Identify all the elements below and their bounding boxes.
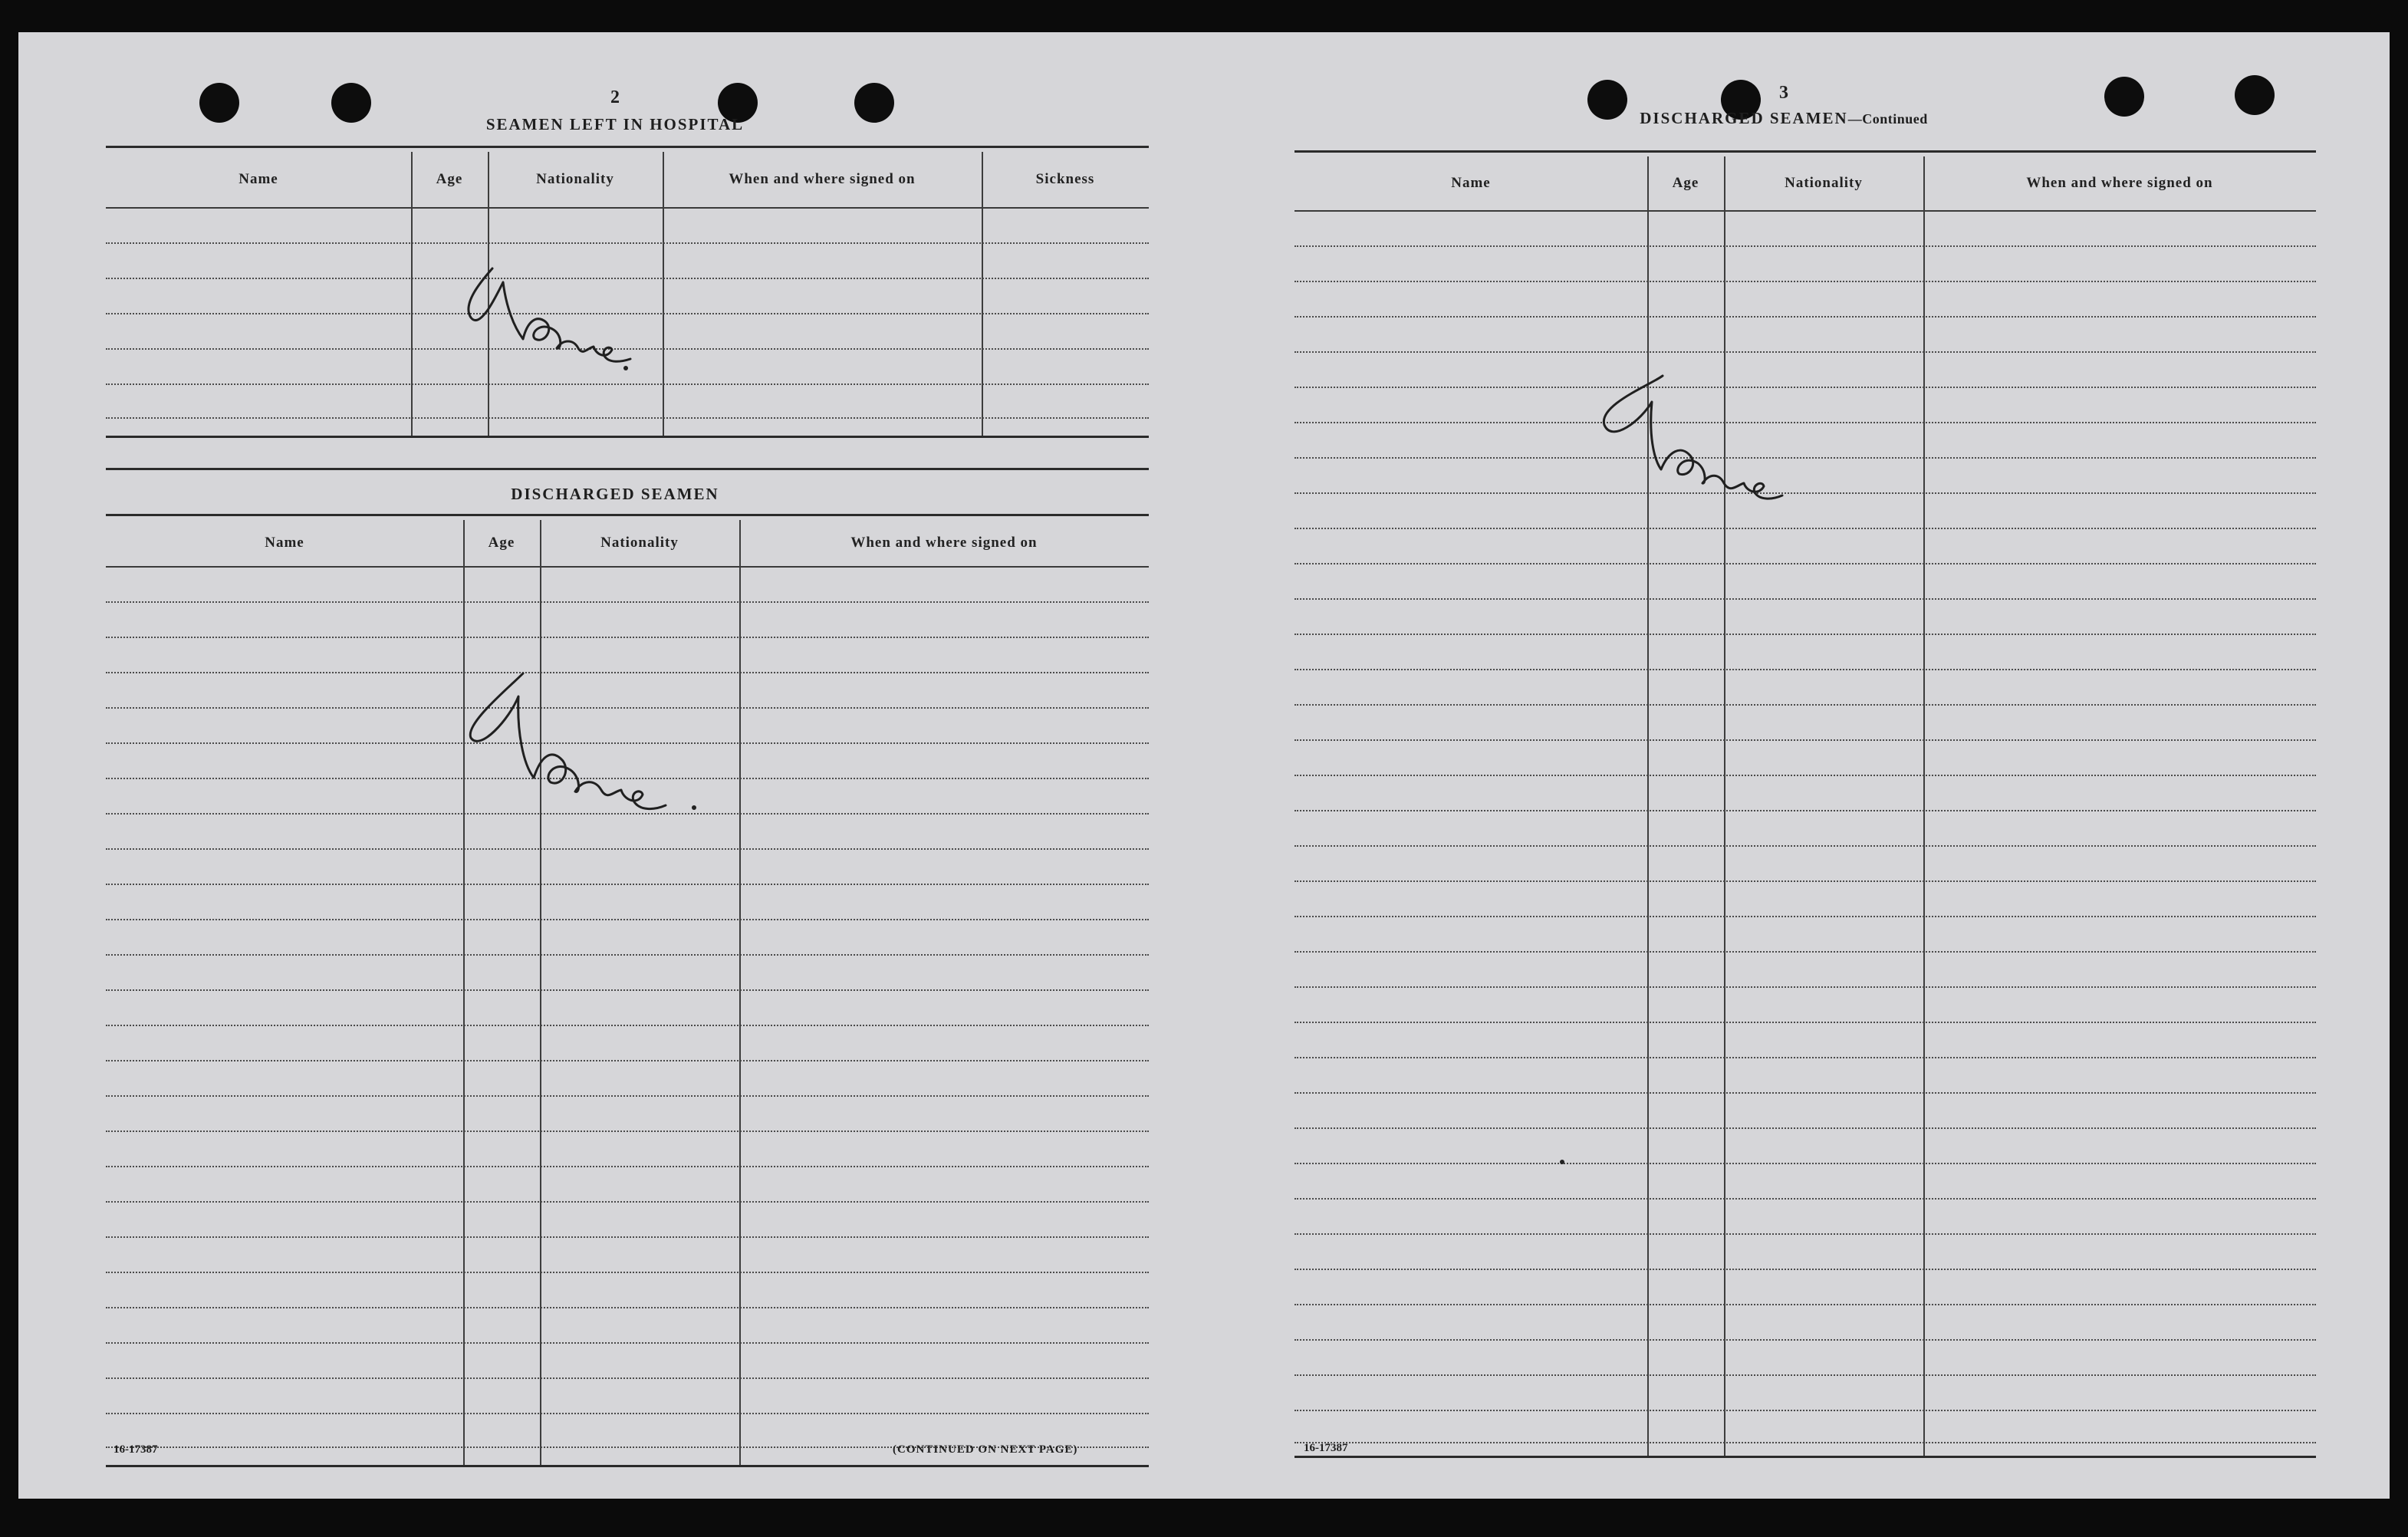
ruled-row-line xyxy=(1294,492,2316,494)
discharged-seamen-continued-table xyxy=(1294,156,2316,1458)
column-header-nationality: Nationality xyxy=(536,171,614,187)
scanned-document xyxy=(18,32,2390,1499)
ruled-row-line xyxy=(1294,1410,2316,1411)
section-title-discharged-seamen-continued xyxy=(1640,109,1927,128)
ruled-row-line xyxy=(1294,951,2316,953)
ruled-row-line xyxy=(106,1166,1149,1167)
ruled-row-line xyxy=(1294,1339,2316,1341)
column-divider xyxy=(982,152,983,436)
ruled-row-line xyxy=(1294,775,2316,776)
section-title-seamen-left-in-hospital: SEAMEN LEFT IN HOSPITAL xyxy=(485,115,745,133)
ruled-row-line xyxy=(106,989,1149,991)
ruled-row-line xyxy=(1294,351,2316,353)
ruled-row-line xyxy=(106,601,1149,603)
ruled-row-line xyxy=(106,1095,1149,1097)
column-divider xyxy=(739,520,741,1465)
ruled-row-line xyxy=(106,1342,1149,1344)
ruled-row-line xyxy=(106,1131,1149,1132)
ruled-row-line xyxy=(1294,422,2316,423)
right-page xyxy=(1215,32,2390,1499)
ruled-row-line xyxy=(106,242,1149,244)
section-title-discharged-seamen: DISCHARGED SEAMEN xyxy=(511,485,719,503)
column-header-name: Name xyxy=(1451,175,1491,191)
handwritten-none-signature xyxy=(439,663,684,847)
ruled-row-line xyxy=(1294,598,2316,600)
ruled-row-line xyxy=(1294,1269,2316,1270)
ruled-row-line xyxy=(1294,1233,2316,1235)
section-rule xyxy=(1294,150,2316,153)
column-header-when-where-signed-on: When and where signed on xyxy=(850,535,1038,551)
column-divider xyxy=(463,520,465,1465)
handwritten-none-signature xyxy=(448,259,647,390)
ruled-row-line xyxy=(106,1201,1149,1203)
ruled-row-line xyxy=(1294,528,2316,529)
page-number: 3 xyxy=(1779,83,1788,103)
column-header-age: Age xyxy=(488,535,515,551)
ruled-row-line xyxy=(1294,739,2316,741)
ruled-row-line xyxy=(106,1272,1149,1273)
form-number: 16-17387 xyxy=(113,1443,158,1456)
handwritten-none-signature xyxy=(1568,354,1798,523)
column-header-name: Name xyxy=(265,535,304,551)
ruled-row-line xyxy=(1294,704,2316,706)
ruled-row-line xyxy=(1294,563,2316,564)
column-divider xyxy=(540,520,541,1465)
ruled-row-line xyxy=(1294,1374,2316,1376)
ruled-row-line xyxy=(1294,1163,2316,1164)
ink-dot xyxy=(692,805,696,810)
ruled-row-line xyxy=(106,919,1149,920)
column-header-name: Name xyxy=(238,171,278,187)
ruled-row-line xyxy=(106,884,1149,885)
section-title-text: DISCHARGED SEAMEN xyxy=(1640,109,1848,127)
ruled-row-line xyxy=(1294,1198,2316,1200)
ruled-row-line xyxy=(1294,1057,2316,1058)
section-rule xyxy=(106,514,1149,516)
ruled-row-line xyxy=(106,954,1149,956)
ruled-row-line xyxy=(1294,1092,2316,1094)
column-header-age: Age xyxy=(1672,175,1699,191)
ruled-row-line xyxy=(1294,457,2316,459)
ruled-row-line xyxy=(106,1413,1149,1414)
ruled-row-line xyxy=(1294,634,2316,635)
ruled-row-line xyxy=(1294,281,2316,282)
section-rule xyxy=(106,468,1149,470)
ruled-row-line xyxy=(106,848,1149,850)
column-divider xyxy=(663,152,664,436)
ruled-row-line xyxy=(106,1307,1149,1308)
ruled-row-line xyxy=(106,417,1149,419)
ruled-row-line xyxy=(1294,810,2316,811)
ruled-row-line xyxy=(106,1377,1149,1379)
ruled-row-line xyxy=(106,1236,1149,1238)
section-title-suffix: —Continued xyxy=(1847,111,1928,127)
ruled-row-line xyxy=(1294,1304,2316,1305)
column-header-sickness: Sickness xyxy=(1035,171,1095,187)
ruled-row-line xyxy=(1294,316,2316,318)
ruled-row-line xyxy=(1294,1127,2316,1129)
ruled-row-line xyxy=(1294,245,2316,247)
page-number: 2 xyxy=(610,87,620,107)
form-number: 16-17387 xyxy=(1304,1442,1348,1454)
ruled-row-line xyxy=(1294,916,2316,917)
ruled-row-line xyxy=(1294,845,2316,847)
ruled-row-line xyxy=(1294,387,2316,388)
column-header-age: Age xyxy=(436,171,463,187)
section-rule xyxy=(106,146,1149,148)
column-header-nationality: Nationality xyxy=(600,535,679,551)
ruled-row-line xyxy=(1294,986,2316,988)
ruled-row-line xyxy=(1294,880,2316,882)
column-divider xyxy=(411,152,413,436)
ruled-row-line xyxy=(1294,1442,2316,1443)
ruled-row-line xyxy=(1294,1022,2316,1023)
ruled-row-line xyxy=(106,1025,1149,1026)
column-header-nationality: Nationality xyxy=(1785,175,1863,191)
ruled-row-line xyxy=(106,1060,1149,1061)
column-header-when-where-signed-on: When and where signed on xyxy=(2026,175,2213,191)
ink-dot xyxy=(1560,1160,1564,1164)
column-header-when-where-signed-on: When and where signed on xyxy=(729,171,916,187)
ruled-row-line xyxy=(1294,669,2316,670)
ruled-row-line xyxy=(106,637,1149,638)
left-page xyxy=(18,32,1184,1499)
continued-on-next-page-note: (CONTINUED ON NEXT PAGE) xyxy=(893,1443,1078,1456)
